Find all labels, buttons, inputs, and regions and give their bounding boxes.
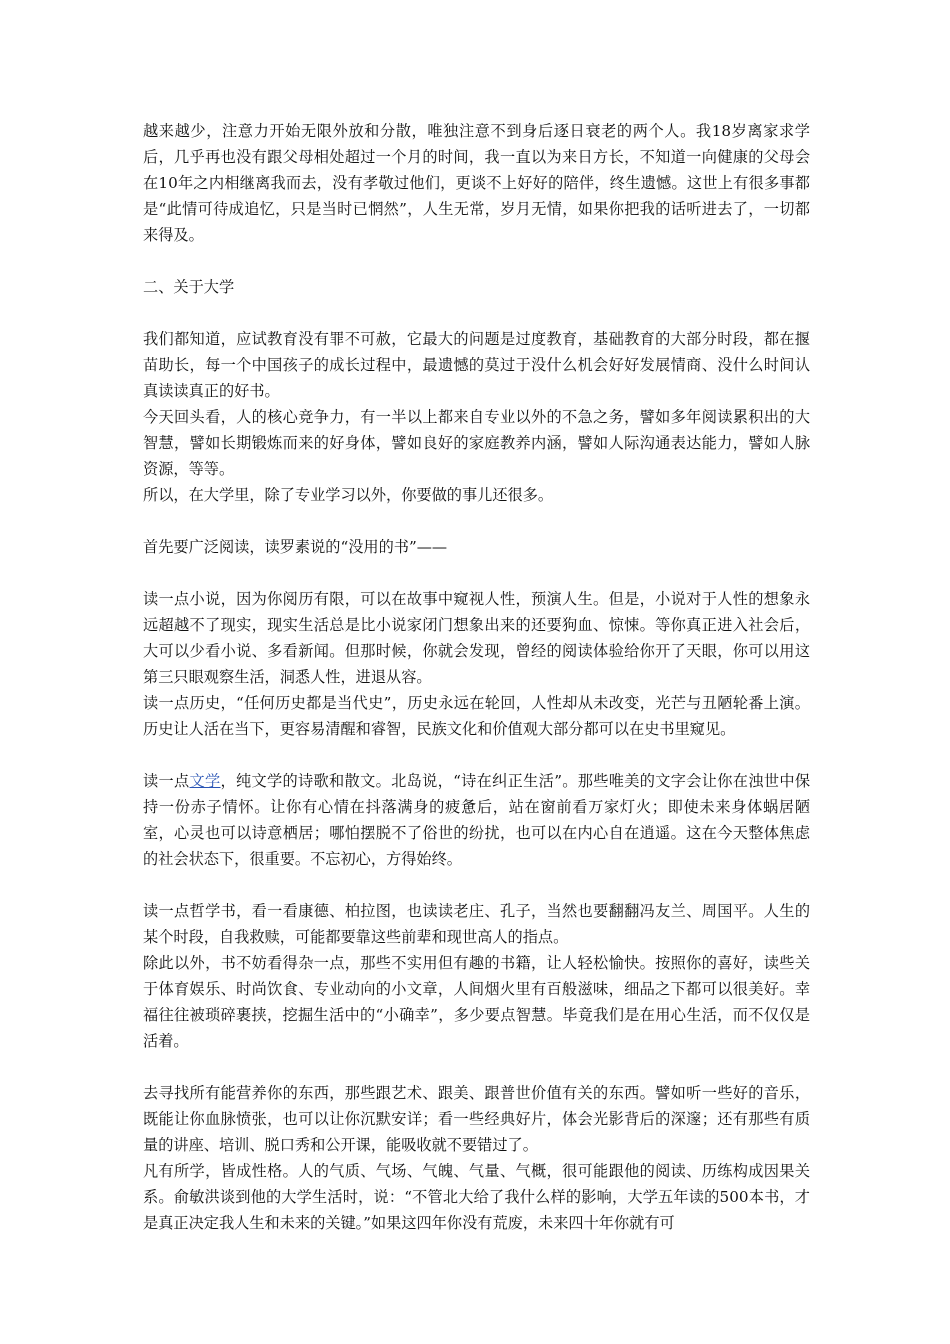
section-heading-university: 二、关于大学 [143,278,235,296]
paragraph-read-novels: 读一点小说，因为你阅历有限，可以在故事中窥视人性，预演人生。但是，小说对于人性的想象永远超越不了现实，现实生活总是比小说家闭门想象出来的还要狗血、惊悚。等你真正进入社会后，大可以少看小说、多看新闻。但那时候，你就会发现，曾经的阅读体验给你开了天眼，你可以用这第三只眼观察生活，洞悉人性，进退从容。 [143,590,810,686]
paragraph-read-miscellany: 除此以外，书不妨看得杂一点，那些不实用但有趣的书籍，让人轻松愉快。按照你的喜好，读些关于体育娱乐、时尚饮食、专业动向的小文章，人间烟火里有百般滋味，细品之下都可以很美好。幸福往往被琐碎裹挟，挖掘生活中的“小确幸”，多少要点智慧。毕竟我们是在用心生活，而不仅仅是活着。 [143,954,810,1050]
document-page [143,118,810,1236]
paragraph-spacer [143,742,810,768]
paragraph-spacer [143,508,810,534]
literature-link[interactable]: 文学 [189,772,221,790]
paragraph-seek-nourishment: 去寻找所有能营养你的东西，那些跟艺术、跟美、跟普世价值有关的东西。譬如听一些好的音乐，既能让你血脉愤张，也可以让你沉默安详；看一些经典好片，体会光影背后的深邃；还有那些有质量的讲座、培训、脱口秀和公开课，能吸收就不要错过了。 [143,1084,810,1154]
paragraph-exam-education: 我们都知道，应试教育没有罪不可赦，它最大的问题是过度教育，基础教育的大部分时段，都在揠苗助长，每一个中国孩子的成长过程中，最遗憾的莫过于没什么机会好好发展情商、没什么时间认真读读真正的好书。 [143,330,810,400]
paragraph-more-to-do: 所以，在大学里，除了专业学习以外，你要做的事儿还很多。 [143,486,554,504]
paragraph-spacer [143,1054,810,1080]
literature-rest: ，纯文学的诗歌和散文。北岛说，“诗在纠正生活”。那些唯美的文字会让你在浊世中保持一份赤子情怀。让你有心情在抖落满身的疲惫后，站在窗前看万家灯火；即使未来身体蜗居陋室，心灵也可以诗意栖居；哪怕摆脱不了俗世的纷扰，也可以在内心自在逍遥。这在今天整体焦虑的社会状态下，很重要。不忘初心，方得始终。 [143,772,811,868]
paragraph-spacer [143,872,810,898]
paragraph-filial-regret: 越来越少，注意力开始无限外放和分散，唯独注意不到身后逐日衰老的两个人。我18岁离家求学后，几乎再也没有跟父母相处超过一个月的时间，我一直以为来日方长，不知道一向健康的父母会在10年之内相继离我而去，没有孝敬过他们，更谈不上好好的陪伴，终生遗憾。这世上有很多事都是“此情可待成追忆，只是当时已惘然”，人生无常，岁月无情，如果你把我的话听进去了，一切都来得及。 [143,122,810,244]
paragraph-spacer [143,560,810,586]
paragraph-learning-shapes-character: 凡有所学，皆成性格。人的气质、气场、气魄、气量、气概，很可能跟他的阅读、历练构成因果关系。俞敏洪谈到他的大学生活时，说：“不管北大给了我什么样的影响，大学五年读的500本书，才是真正决定我人生和未来的关键。”如果这四年你没有荒废，未来四十年你就有可 [143,1162,810,1232]
paragraph-spacer [143,300,810,326]
paragraph-core-competence: 今天回头看，人的核心竞争力，有一半以上都来自专业以外的不急之务，譬如多年阅读累积出的大智慧，譬如长期锻炼而来的好身体，譬如良好的家庭教养内涵，譬如人际沟通表达能力，譬如人脉资源，等等。 [143,408,810,478]
paragraph-spacer [143,248,810,274]
paragraph-read-philosophy: 读一点哲学书，看一看康德、柏拉图，也读读老庄、孔子，当然也要翻翻冯友兰、周国平。人生的某个时段，自我救赎，可能都要靠这些前辈和现世高人的指点。 [143,902,810,946]
literature-prefix: 读一点 [143,772,190,790]
paragraph-read-history: 读一点历史，“任何历史都是当代史”，历史永远在轮回，人性却从未改变，光芒与丑陋轮番上演。历史让人活在当下，更容易清醒和睿智，民族文化和价值观大部分都可以在史书里窥见。 [143,694,810,738]
paragraph-read-literature [143,768,810,872]
paragraph-read-widely: 首先要广泛阅读，读罗素说的“没用的书”—— [143,538,448,556]
